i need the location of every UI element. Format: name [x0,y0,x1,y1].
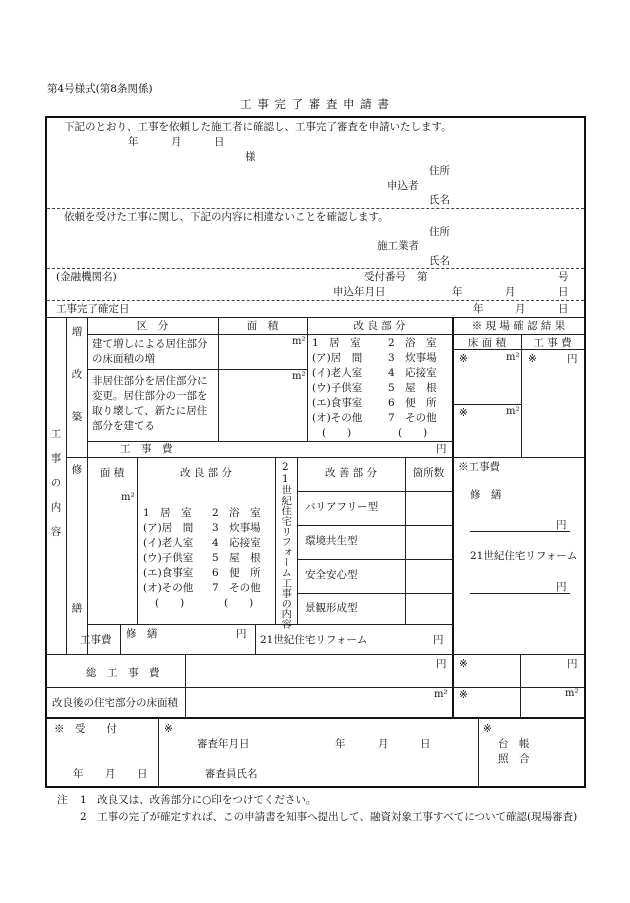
ext-row1-text-2: の床面積の増 [92,353,155,365]
line-h-525 [297,525,452,526]
rep-improve-left-0: 1 居 室 [143,507,192,519]
rep-reform-label: 21世紀住宅リフォーム [260,634,368,646]
ext-col-area: 面 積 [246,320,279,332]
office-review-year: 年 [335,738,346,750]
applicant-label: 申込者 [387,180,419,192]
completion-year: 年 [473,303,484,315]
rep-improve-left-5: (オ)その他 [143,582,194,594]
line-h-718 [47,717,584,719]
ext-cost-label: 工 事 費 [120,443,173,455]
rep-improve-right-0: 2 浴 室 [212,507,261,519]
frame-bottom [45,786,586,788]
ext-improve-right-1: 3 炊事場 [388,352,437,364]
inspection-mark-total: ※ [459,658,468,670]
rep-improve-right-4: 6 便 所 [212,567,261,579]
ext-col-improve: 改 良 部 分 [353,320,406,332]
rep-improve-right-5: 7 その他 [212,582,261,594]
ext-improve-right-3: 5 屋 根 [388,382,437,394]
line-v-87 [87,317,88,654]
line-h-334 [87,334,584,335]
separator-dashed-3 [47,300,584,301]
completion-day: 日 [558,303,569,315]
rep-improve-left-1: (ア)居 間 [143,522,194,534]
contractor-intro: 依頼を受けた工事に関し、下記の内容に相違ないことを確認します。 [64,211,389,223]
rep-improve-right-6: ( ) [224,597,254,609]
rep-improvement-0: バリアフリー型 [305,501,379,513]
application-date-year2: 年 [452,286,463,298]
contractor-name-label: 氏名 [429,255,450,267]
inspection-unit-m2-1: m² [506,352,520,363]
line-h-457 [66,457,453,458]
notes-prefix: 注 [57,794,68,806]
rep-improve-left-6: ( ) [155,597,185,609]
ext-row2-unit: m² [292,371,306,382]
bank-label: (金融機関名) [56,271,117,283]
application-date-month2: 月 [505,286,516,298]
work-content-label: 工事の内容 [49,428,62,551]
line-h-654 [47,654,584,655]
note-1: 1 改良又は、改善部分に○印をつけてください。 [80,794,317,806]
line-h-441 [87,441,453,442]
ext-row1-text-1: 建て増しによる居住部分 [92,338,208,350]
rep-improve-right-3: 5 屋 根 [212,552,261,564]
rep-col-improve: 改 良 部 分 [179,467,232,479]
ext-improve-right-4: 6 便 所 [388,397,437,409]
inspection-mark-floor: ※ [459,689,468,701]
ext-row2-text-4: 部分を建てる [92,420,155,432]
rep-col-improvement: 改 善 部 分 [324,467,377,479]
reception-no-label: 受付番号 [364,271,406,283]
application-date-month: 月 [171,136,182,148]
office-review-date-label: 審査年月日 [197,738,250,750]
inspection-repair-label: 修 繕 [470,489,502,501]
applicant-name-label: 氏名 [429,194,450,206]
line-h-624 [87,624,453,625]
applicant-address-label: 住所 [429,165,450,177]
line-v-520-bottom [520,654,521,718]
inspection-repair-underline [470,531,570,532]
line-v-452 [452,317,454,718]
rep-repair-label: 修 繕 [126,628,158,640]
office-ledger-label: 台 帳 [498,738,530,750]
completion-month: 月 [515,303,526,315]
rep-reform-unit: 円 [433,634,444,646]
inspection-unit-yen-1: 円 [567,353,578,365]
office-reviewer-label: 審査員氏名 [205,768,258,780]
line-h-insp-404 [453,404,521,405]
ext-improve-left-4: (エ)食事室 [312,397,363,409]
line-v-120 [120,624,121,654]
inspection-mark-3: ※ [459,407,468,419]
separator-dashed-2 [47,268,584,269]
ext-row2-text-2: 変更。居住部分の一部を [92,390,208,402]
application-date-label: 申込年月日 [333,286,386,298]
line-v-66 [66,317,67,654]
ext-improve-left-0: 1 居 室 [312,337,361,349]
rep-col-area: 面 積 [99,467,125,479]
inspection-reform-underline [470,593,570,594]
inspection-reform-unit: 円 [556,581,567,593]
office-review-day: 日 [420,738,431,750]
line-v-521 [521,334,522,457]
line-h-491 [297,491,452,492]
office-reception-month: 月 [105,768,116,780]
line-v-255 [255,624,256,654]
line-completion-bottom [47,317,584,318]
ext-cost-unit: 円 [436,443,447,455]
separator-dashed-1 [47,208,584,209]
rep-improve-right-2: 4 応接室 [212,537,261,549]
inspection-mark-1: ※ [459,353,468,365]
rep-cost-label: 工事費 [80,634,112,646]
line-v-185 [185,654,186,718]
application-date-day: 日 [214,136,225,148]
floor-area-unit: m² [434,689,448,700]
reception-no-suffix: 号 [558,271,569,283]
floor-area-label: 改良後の住宅部分の床面積 [52,697,178,709]
line-v-275 [275,457,276,624]
reception-no-prefix: 第 [417,271,428,283]
line-h-369 [87,369,307,370]
ext-improve-right-2: 4 応接室 [388,367,437,379]
application-intro: 下記のとおり、工事を依頼した施工者に確認し、工事完了審査を申請いたします。 [64,121,452,133]
ext-improve-left-1: (ア)居 間 [312,352,363,364]
ext-col-category: 区 分 [136,320,169,332]
ext-improve-left-5: (オ)その他 [312,412,363,424]
rep-improve-left-3: (ウ)子供室 [143,552,194,564]
ext-improve-right-0: 2 浴 室 [388,337,437,349]
form-number: 第4号様式(第8条関係) [47,83,153,95]
ext-row2-text-1: 非居住部分を居住部分に [92,375,208,387]
rep-col-21c: 21世紀住宅リフォーム工事の内容 [279,461,292,630]
line-v-307 [307,317,308,441]
inspection-floor-unit: m² [565,688,579,699]
office-reception-label: ※ 受 付 [54,723,117,735]
ext-improve-right-5: 7 その他 [388,412,437,424]
form-title: 工 事 完 了 審 査 申 請 書 [240,97,390,111]
office-collation-label: 照 合 [498,753,530,765]
line-h-559 [297,559,452,560]
rep-improvement-2: 安全安心型 [305,569,358,581]
extension-side-label: 増改築 [70,326,83,454]
line-v-405 [405,457,406,624]
rep-improvement-1: 環境共生型 [305,535,358,547]
total-cost-label: 総 工 事 費 [86,667,160,679]
inspection-repair-unit: 円 [556,519,567,531]
line-h-insp-457 [453,457,584,458]
rep-improvement-3: 景観形成型 [305,602,358,614]
rep-area-unit: m² [121,492,135,503]
frame-right [584,116,586,788]
line-h-687 [47,687,584,688]
rep-improve-left-4: (エ)食事室 [143,567,194,579]
ext-improve-left-3: (ウ)子供室 [312,382,363,394]
line-h-593 [297,593,452,594]
ext-improve-right-6: ( ) [398,427,428,439]
note-2: 2 工事の完了が確定すれば、この申請書を知事へ提出して、融資対象工事すべてについて確認(現場審査) [80,811,578,823]
office-mark-right: ※ [483,723,492,735]
rep-col-count: 箇所数 [412,467,445,479]
office-mark-middle: ※ [164,723,173,735]
repair-side-label: 修繕 [70,464,83,741]
addressee-suffix: 様 [245,151,256,163]
line-v-158 [158,718,159,786]
ext-improve-left-2: (イ)老人室 [312,367,363,379]
line-v-218 [218,317,219,441]
rep-improve-right-1: 3 炊事場 [212,522,261,534]
office-reception-year: 年 [73,768,84,780]
rep-repair-unit: 円 [236,628,247,640]
rep-improve-left-2: (イ)老人室 [143,537,194,549]
line-v-297 [297,457,298,624]
inspection-mark-2: ※ [528,353,537,365]
line-h-insp-349 [453,349,584,350]
inspection-title: ※ 現 場 確 認 結 果 [471,320,566,332]
application-date-day2: 日 [558,286,569,298]
line-v-137 [137,457,138,624]
ext-row1-unit: m² [292,336,306,347]
total-cost-unit: 円 [436,658,447,670]
inspection-reform-label: 21世紀住宅リフォーム [470,550,578,562]
line-v-478 [478,718,479,786]
inspection-col-cost: 工 事 費 [533,337,572,349]
application-date-year: 年 [128,136,139,148]
completion-label: 工事完了確定日 [56,303,130,315]
inspection-col-floor: 床 面 積 [467,337,507,349]
office-review-month: 月 [378,738,389,750]
inspection-unit-m2-2: m² [506,406,520,417]
inspection-cost-heading: ※工事費 [458,461,500,473]
frame-top [45,116,585,118]
ext-improve-left-6: ( ) [322,427,352,439]
contractor-label: 施工業者 [377,240,419,252]
ext-row2-text-3: 取り壊して、新たに居住 [92,405,208,417]
office-reception-day: 日 [137,768,148,780]
inspection-total-unit: 円 [567,658,578,670]
contractor-address-label: 住所 [429,226,450,238]
